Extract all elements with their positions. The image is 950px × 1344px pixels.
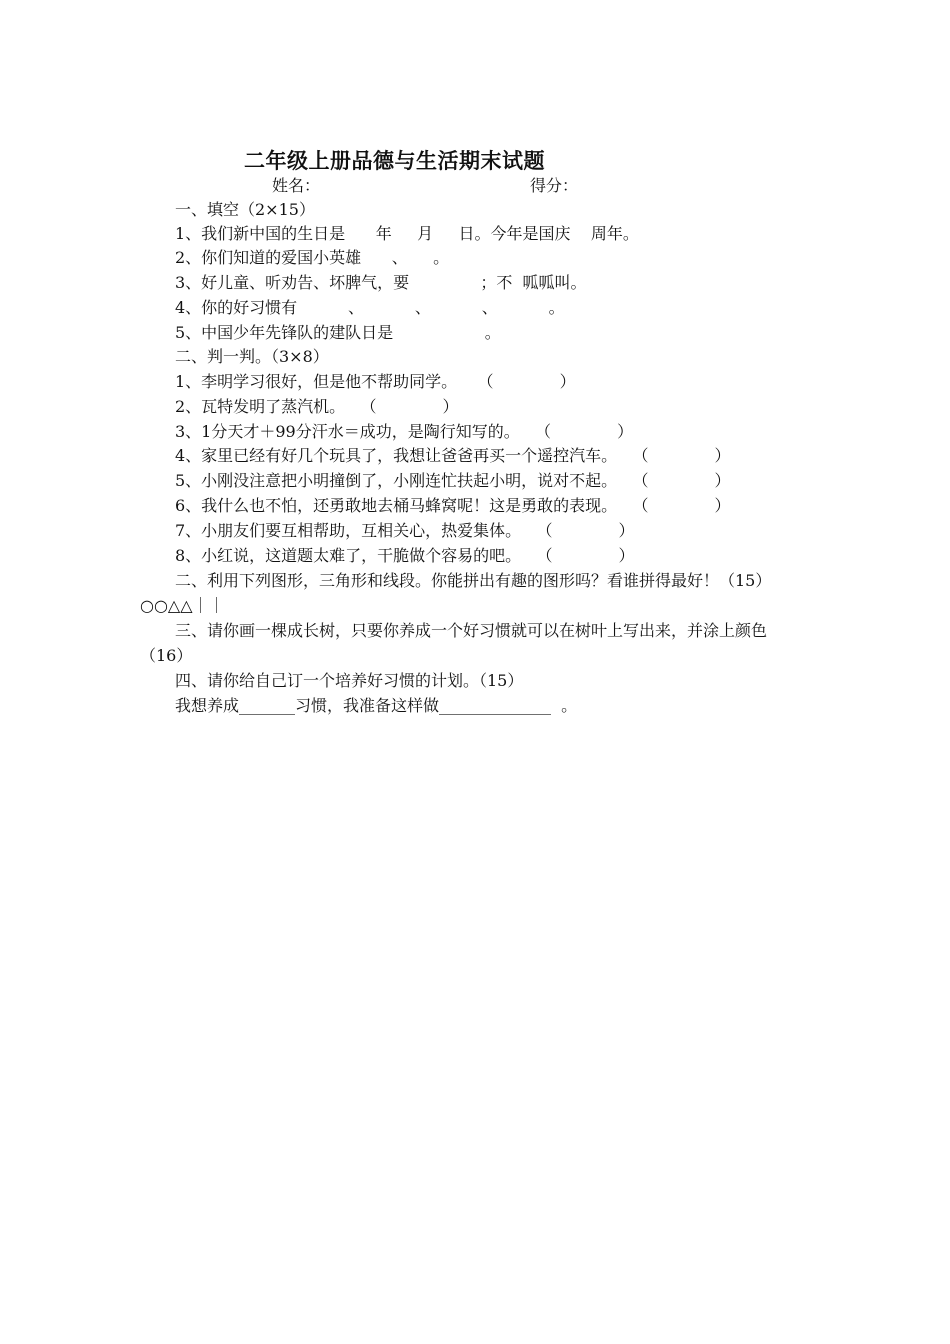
fill-blank-question-4: 4、你的好习惯有 、 、 、 。 bbox=[175, 298, 565, 317]
fill-blank-question-5: 5、中国少年先锋队的建队日是 。 bbox=[175, 323, 501, 342]
page-title: 二年级上册品德与生活期末试题 bbox=[244, 149, 545, 173]
shapes-row: ○○△△｜｜ bbox=[140, 596, 225, 615]
judge-question-6: 6、我什么也不怕，还勇敢地去桶马蜂窝呢！这是勇敢的表现。 （ ） bbox=[175, 496, 731, 515]
judge-question-2: 2、瓦特发明了蒸汽机。 （ ） bbox=[175, 397, 459, 416]
section-heading-fill-blank: 一、填空（2×15） bbox=[175, 200, 315, 219]
section-heading-tree-score: （16） bbox=[140, 646, 193, 665]
section-heading-judge: 二、判一判。（3×8） bbox=[175, 347, 329, 366]
name-label: 姓名： bbox=[272, 176, 321, 195]
fill-blank-question-2: 2、你们知道的爱国小英雄 、 。 bbox=[175, 248, 450, 267]
plan-sentence: 我想养成_______习惯，我准备这样做______________ 。 bbox=[175, 696, 578, 715]
fill-blank-question-1: 1、我们新中国的生日是 年 月 日。今年是国庆 周年。 bbox=[175, 224, 639, 243]
section-heading-shapes: 二、利用下列图形，三角形和线段。你能拼出有趣的图形吗？看谁拼得最好！（15） bbox=[175, 571, 772, 590]
score-label: 得分： bbox=[530, 176, 579, 195]
judge-question-7: 7、小朋友们要互相帮助，互相关心，热爱集体。 （ ） bbox=[175, 521, 635, 540]
fill-blank-question-3: 3、好儿童、听劝告、坏脾气，要 ；不 呱呱叫。 bbox=[175, 273, 587, 292]
section-heading-tree: 三、请你画一棵成长树，只要你养成一个好习惯就可以在树叶上写出来，并涂上颜色 bbox=[175, 621, 768, 640]
section-heading-plan: 四、请你给自己订一个培养好习惯的计划。（15） bbox=[175, 671, 524, 690]
judge-question-8: 8、小红说，这道题太难了，干脆做个容易的吧。 （ ） bbox=[175, 546, 635, 565]
judge-question-4: 4、家里已经有好几个玩具了，我想让爸爸再买一个遥控汽车。 （ ） bbox=[175, 446, 731, 465]
judge-question-1: 1、李明学习很好，但是他不帮助同学。 （ ） bbox=[175, 372, 576, 391]
judge-question-3: 3、1分天才＋99分汗水＝成功，是陶行知写的。 （ ） bbox=[175, 422, 634, 441]
judge-question-5: 5、小刚没注意把小明撞倒了，小刚连忙扶起小明，说对不起。 （ ） bbox=[175, 471, 731, 490]
